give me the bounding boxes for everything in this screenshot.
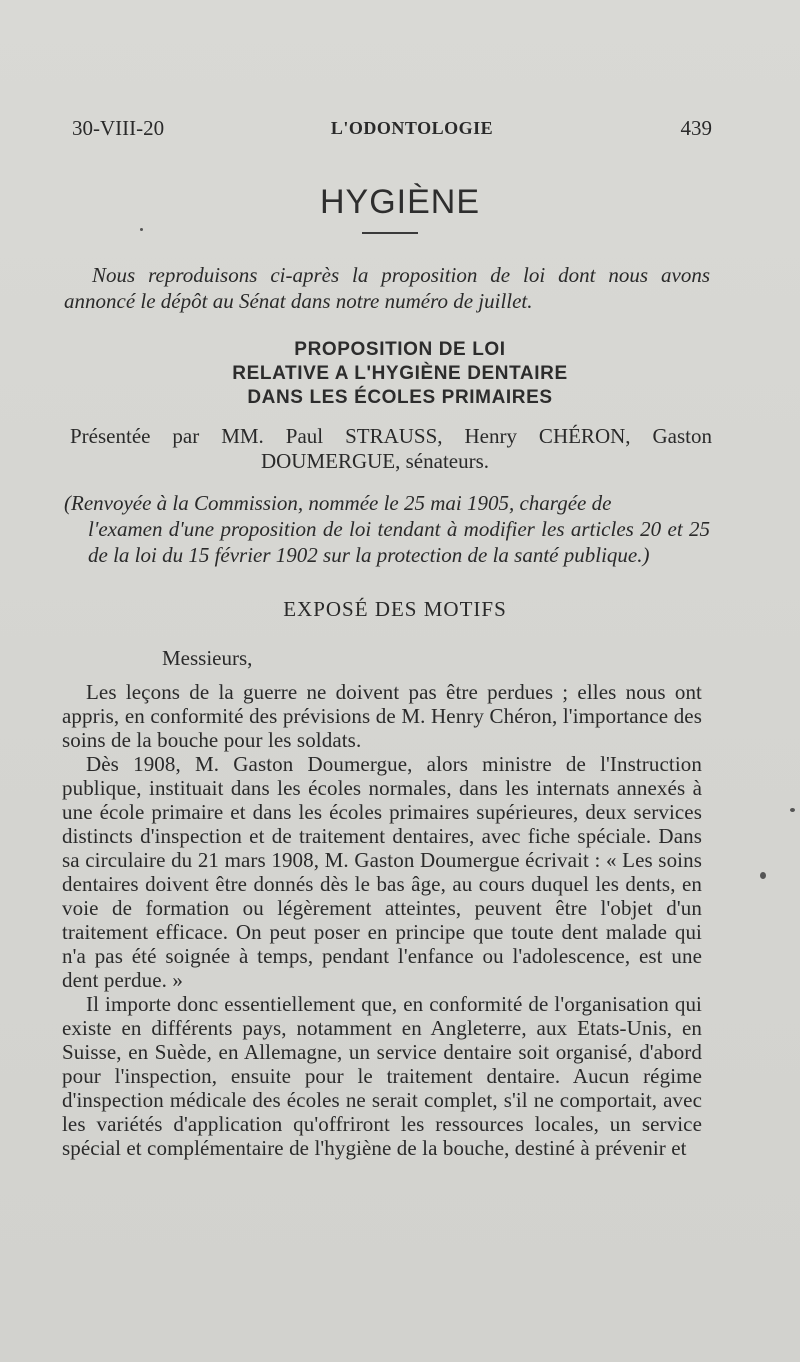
paper-speck — [760, 872, 766, 879]
title-rule — [362, 232, 418, 234]
expose-title: EXPOSÉ DES MOTIFS — [283, 597, 507, 621]
section-title: HYGIÈNE — [319, 183, 481, 221]
intro-note: Nous reproduisons ci-après la proposition de loi dont nous avons annoncé le dépôt au Sénat dans notre numéro de juillet. — [64, 263, 710, 313]
paragraph: Les leçons de la guerre ne doivent pas être perdues ; elles nous ont appris, en conformité des prévisions de M. Henry Chéron, l'importance des soins de la bouche pour les soldats. — [62, 680, 702, 752]
page-number: 439 — [680, 116, 712, 140]
journal-title: L'ODONTOLOGIE — [330, 118, 494, 138]
presented-by-line-1: Présentée par MM. Paul STRAUSS, Henry CHÉRON, Gaston — [70, 424, 712, 448]
running-header — [72, 116, 712, 146]
paragraph: Il importe donc essentiellement que, en conformité de l'organisation qui existe en différents pays, notamment en Angleterre, aux Etats-Unis, en Suisse, en Suède, en Allemagne, un service dentaire soit organisé, d'abord pour l'inspection, ensuite pour le traitement dentaire. Aucun régime d'inspection médicale des écoles ne serait complet, s'il ne comportait, avec les variétés d'application qu'offriront les ressources locales, un service spécial et complémentaire de l'hygiène de la bouche, destiné à prévenir et — [62, 992, 702, 1160]
referral-note-line-1: (Renvoyée à la Commission, nommée le 25 mai 1905, chargée de — [64, 491, 612, 515]
paper-speck — [140, 228, 143, 231]
presented-by — [64, 424, 712, 474]
presented-by-line-2: DOUMERGUE, sénateurs. — [260, 449, 490, 473]
paper-speck — [790, 808, 795, 812]
header-date: 30-VIII-20 — [72, 116, 165, 140]
proposition-title-line-1: PROPOSITION DE LOI — [294, 339, 506, 360]
proposition-title-line-3: DANS LES ÉCOLES PRIMAIRES — [247, 387, 553, 408]
paragraph: Dès 1908, M. Gaston Doumergue, alors ministre de l'Instruction publique, instituait dans les écoles normales, dans les internats annexés à une école primaire et dans les écoles primaires supérieures, deux services distincts d'inspection et de traitement dentaires, avec fiche spéciale. Dans sa circulaire du 21 mars 1908, M. Gaston Doumergue écrivait : « Les soins dentaires doivent être donnés dès le bas âge, au cours duquel les dents, en voie de formation ou légèrement atteintes, peuvent être l'objet d'un traitement efficace. On peut poser en principe que toute dent malade qui n'a pas été soignée à temps, pendant l'enfance ou l'adolescence, est une dent perdue. » — [62, 752, 702, 992]
body-text — [62, 680, 702, 1160]
salutation: Messieurs, — [162, 646, 253, 670]
proposition-title — [0, 338, 800, 410]
referral-note — [64, 490, 710, 568]
proposition-title-line-2: RELATIVE A L'HYGIÈNE DENTAIRE — [232, 363, 568, 384]
referral-note-rest: l'examen d'une proposition de loi tendant à modifier les articles 20 et 25 de la loi du 15 février 1902 sur la protection de la santé publique.) — [88, 517, 710, 567]
